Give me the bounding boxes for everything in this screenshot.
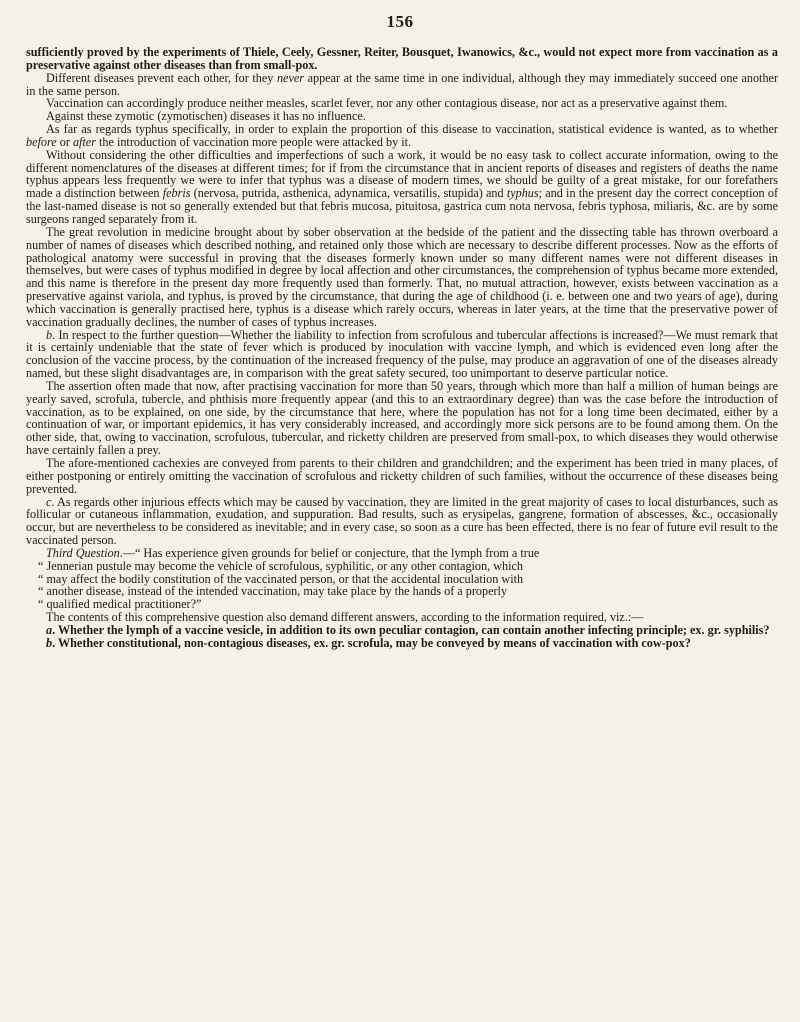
paragraph <box>26 226 778 329</box>
text-segment: Vaccination can accordingly produce neither measles, scarlet fever, nor any other contagious disease, nor act as a preservative against them. <box>46 96 728 111</box>
paragraph <box>26 457 778 496</box>
italic-text: before <box>26 134 57 149</box>
paragraph <box>26 329 778 380</box>
italic-text: Third Question <box>46 545 120 560</box>
text-segment: “ Jennerian pustule may become the vehicle of scrofulous, syphilitic, or any other contagion, which <box>38 558 523 573</box>
italic-text: b <box>46 327 53 342</box>
text-segment: sufficiently proved by the experiments of Thiele, Ceely, Gessner, Reiter, Bousquet, Iwanowics, &c., would not expect more from vaccination as a preservative against other diseases than from small-pox. <box>26 45 778 72</box>
italic-text: after <box>72 134 96 149</box>
text-segment: Against these zymotic (zymotischen) diseases it has no influence. <box>46 109 366 124</box>
page-number: 156 <box>386 12 414 31</box>
text-segment: The afore-mentioned cachexies are conveyed from parents to their children and grandchildren; and the experiment has been tried in many places, of either postponing or entirely omitting the vaccination of scrofulous and ricketty children of such families, without the occurrence of these diseases being prevented. <box>26 456 778 496</box>
text-segment: (nervosa, putrida, asthenica, adynamica, versatilis, stupida) and <box>190 186 507 201</box>
text-segment: . Whether constitutional, non-contagious diseases, ex. gr. scrofula, may be conveyed by means of vaccination with cow-pox? <box>52 635 691 650</box>
text-segment: ; and in the present day the correct conception of the last-named disease is not so generally extended but that febris mucosa, pituitosa, gastrica cum nota nervosa, febris typhosa, miliaris, &c. are by some surgeons ranged separately from it. <box>26 186 778 226</box>
text-segment: . Whether the lymph of a vaccine vesicle, in addition to its own peculiar contagion, can contain another infecting principle; ex. gr. syphilis? <box>52 622 770 637</box>
italic-text: b <box>46 635 53 650</box>
text-segment: Different diseases prevent each other, for they <box>46 70 277 85</box>
text-segment: appear at the same time in one individual, although they may immediately succeed one another in the same person. <box>26 70 778 98</box>
paragraph <box>26 380 778 457</box>
italic-text: typhus <box>506 186 539 201</box>
text-segment: “ may affect the bodily constitution of the vaccinated person, or that the accidental inoculation with <box>38 571 524 586</box>
text-segment: The great revolution in medicine brought about by sober observation at the bedside of the patient and the dissecting table has thrown overboard a number of names of diseases which described nothing, and retained only those which are necessary to describe different processes. Now as the efforts of pathological anatomy were successful in proving that the diseases formerly known under so many different names were not different diseases in themselves, but were cases of typhus modified in degree by local affection and other circumstances, the comprehension of typhus became more extended, and this name is therefore in the present day more frequently used than formerly. That, no mutual attraction, however, exists between vaccination as a preservative against variola, and typhus, is proved by the circumstance, that during the age of childhood (i. e. between one and two years of age), during which vaccination is generally practised here, typhus is a disease which rarely occurs, whereas in later years, at the time that the preservative power of vaccination gradually declines, the number of cases of typhus increases. <box>26 224 778 329</box>
text-segment: Without considering the other difficulties and imperfections of such a work, it would be no easy task to collect accurate information, owing to the different nomenclatures of the diseases at different times; for if from the circumstance that in ancient reports of diseases and registers of deaths the name typhus appears less frequently we were to infer that typhus was a disease of modern times, we should be guilty of a great mistake, for our forefathers made a distinction between <box>26 147 778 201</box>
paragraph <box>26 46 778 72</box>
text-segment: or <box>56 134 73 149</box>
text-segment: . As regards other injurious effects which may be caused by vaccination, they are limited in the great majority of cases to local disturbances, such as follicular or cutaneous inflammation, exudation, and suppuration. Bad results, such as erysipelas, gangrene, formation of abscesses, &c., occasionally occur, but are nevertheless to be considered as inevitable; and in every case, so soon as a cure has been effected, there is no fear of future evil result to the vaccinated person. <box>26 494 778 548</box>
text-segment: .—“ Has experience given grounds for belief or conjecture, that the lymph from a true <box>119 545 540 560</box>
text-segment: the introduction of vaccination more people were attacked by it. <box>95 134 412 149</box>
text-segment: “ qualified medical practitioner?” <box>38 597 202 612</box>
italic-text: never <box>276 70 305 85</box>
text-segment: “ another disease, instead of the intended vaccination, may take place by the hands of a properly <box>38 584 508 599</box>
paragraph <box>26 637 778 650</box>
paragraph <box>26 123 778 149</box>
italic-text: febris <box>162 186 191 201</box>
italic-text: a <box>46 622 53 637</box>
text-segment: The contents of this comprehensive question also demand different answers, according to the information required, viz.:— <box>46 610 644 625</box>
paragraph <box>26 149 778 226</box>
text-segment: The assertion often made that now, after practising vaccination for more than 50 years, through which more than half a million of human beings are yearly saved, scrofula, tubercle, and phthisis more frequently appear (and this to an extraordinary degree) than was the case before the introduction of vaccination, as to be explained, on one side, by the circumstance that here, where the population has not for a long time been decimated, either by a continuation of war, or important epidemics, it has very considerably increased, and accordingly more sick persons are to be found among them. On the other side, that, owing to vaccination, scrofulous, tubercular, and ricketty children are preserved from small-pox, to which diseases they would otherwise have certainly fallen a prey. <box>26 378 778 458</box>
paragraph <box>26 72 778 98</box>
paragraph <box>26 496 778 547</box>
text-segment: . In respect to the further question—Whether the liability to infection from scrofulous and tubercular affections is increased?—We must remark that it is certainly undeniable that the state of fever which is produced by inoculation with vaccine lymph, and which is evidenced even long after the conclusion of the vaccine process, by the continuation of the increased frequency of the pulse, may produce an aggravation of one of the diseases already named, but these slight disadvantages are, in comparison with the great safety secured, too unimportant to deserve particular notice. <box>26 327 778 381</box>
text-segment: As far as regards typhus specifically, in order to explain the proportion of this disease to vaccination, statistical evidence is wanted, as to whether <box>46 122 778 137</box>
body-text <box>26 46 778 650</box>
italic-text: c <box>46 494 52 509</box>
